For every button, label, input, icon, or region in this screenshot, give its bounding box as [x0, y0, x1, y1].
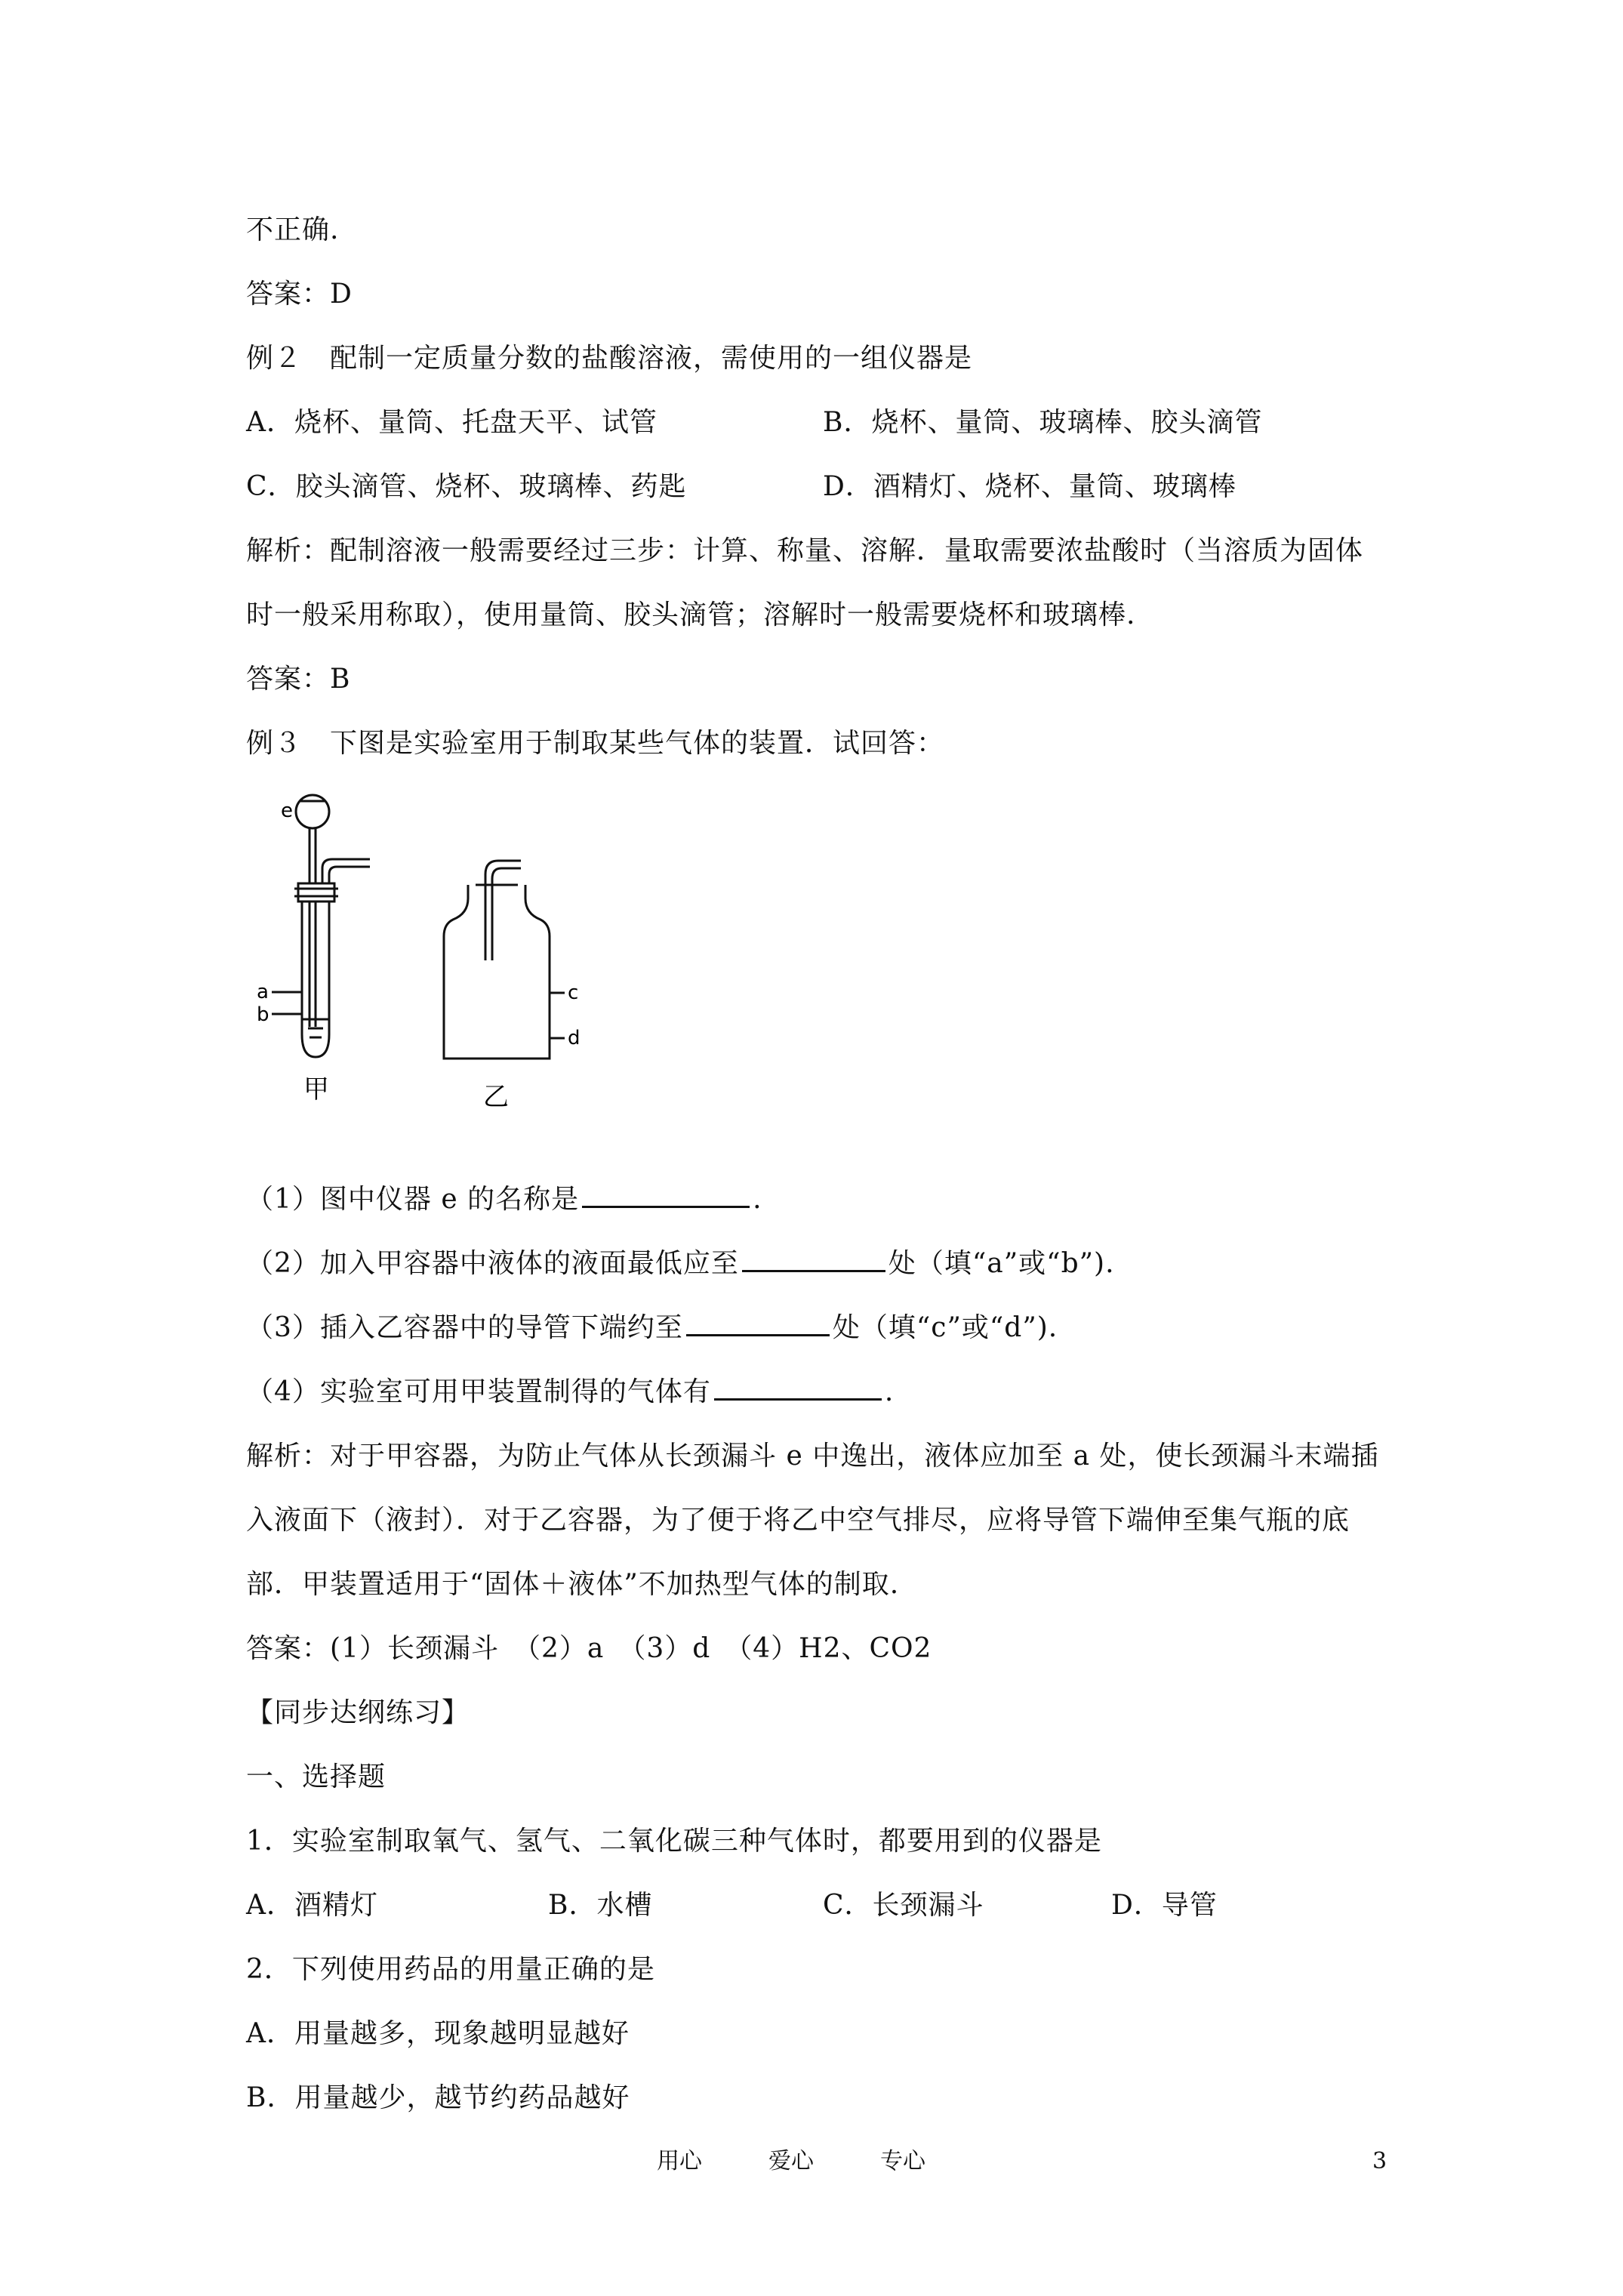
option-c: C．长颈漏斗: [823, 1890, 984, 1921]
label-jia: 甲: [303, 1074, 329, 1105]
exercise-1: 1．实验室制取氧气、氢气、二氧化碳三种气体时，都要用到的仪器是: [246, 1826, 1102, 1857]
label-a: a: [257, 981, 269, 1003]
option-row: [246, 405, 658, 441]
answer-line: 答案：D: [246, 279, 353, 310]
option-a: A．烧杯、量筒、托盘天平、试管: [246, 407, 658, 438]
question-text: （2）加入甲容器中液体的液面最低应至: [246, 1248, 739, 1279]
option-a: A．酒精灯: [246, 1890, 378, 1921]
option-b: B．水槽: [548, 1890, 653, 1921]
question-4: [246, 1374, 894, 1410]
footer-motto-1: 用心: [657, 2148, 702, 2174]
footer-motto-3: 专心: [880, 2148, 925, 2174]
answer-line: 答案：B: [246, 664, 351, 695]
example-2-title: 例２ 配制一定质量分数的盐酸溶液，需使用的一组仪器是: [246, 343, 973, 374]
label-e: e: [281, 800, 293, 822]
apparatus-figure: [249, 785, 611, 1125]
analysis-line: 时一般采用称取），使用量筒、胶头滴管；溶解时一般需要烧杯和玻璃棒.: [246, 599, 1136, 630]
answer-blank: [582, 1183, 750, 1208]
option-d: D．导管: [1111, 1890, 1218, 1921]
page-number: 3: [1372, 2148, 1387, 2174]
label-c: c: [568, 982, 579, 1004]
question-text: （1）图中仪器 e 的名称是: [246, 1184, 580, 1215]
label-yi: 乙: [483, 1082, 509, 1112]
punctuation: .: [753, 1184, 762, 1215]
exercise-2: 2．下列使用药品的用量正确的是: [246, 1954, 655, 1985]
text-line: 不正确.: [246, 214, 340, 245]
question-2: [246, 1246, 1115, 1282]
section-title: 【同步达纲练习】: [246, 1697, 470, 1728]
analysis-line: 入液面下（液封）．对于乙容器，为了便于将乙中空气排尽，应将导管下端伸至集气瓶的底: [246, 1505, 1350, 1536]
example-3-title: 例３ 下图是实验室用于制取某些气体的装置．试回答：: [246, 728, 945, 759]
question-3: [246, 1310, 1058, 1346]
question-tail: 处（填“a”或“b”).: [888, 1248, 1115, 1279]
footer-motto-2: 爱心: [768, 2148, 814, 2174]
question-text: （4）实验室可用甲装置制得的气体有: [246, 1376, 711, 1407]
question-1: [246, 1182, 762, 1218]
label-b: b: [257, 1003, 269, 1026]
answer-blank: [714, 1376, 882, 1401]
section-subtitle: 一、选择题: [246, 1761, 387, 1792]
analysis-line: 部．甲装置适用于“固体＋液体”不加热型气体的制取.: [246, 1569, 900, 1600]
analysis-line: 解析：对于甲容器，为防止气体从长颈漏斗 e 中逸出，液体应加至 a 处，使长颈漏斗末端插: [246, 1441, 1379, 1472]
option-d: D．酒精灯、烧杯、量筒、玻璃棒: [823, 471, 1236, 502]
question-text: （3）插入乙容器中的导管下端约至: [246, 1312, 683, 1343]
answer-blank: [742, 1247, 885, 1272]
punctuation: .: [884, 1376, 895, 1407]
answer-line: 答案：(1）长颈漏斗 （2）a （3）d （4）H2、CO2: [246, 1633, 932, 1664]
option-b: B．用量越少，越节约药品越好: [246, 2082, 630, 2113]
question-tail: 处（填“c”或“d”).: [832, 1312, 1058, 1343]
option-c: C．胶头滴管、烧杯、玻璃棒、药匙: [246, 471, 687, 502]
label-d: d: [568, 1027, 581, 1049]
option-a: A．用量越多，现象越明显越好: [246, 2018, 630, 2049]
analysis-line: 解析：配制溶液一般需要经过三步：计算、称量、溶解．量取需要浓盐酸时（当溶质为固体: [246, 535, 1364, 566]
answer-blank: [686, 1311, 830, 1336]
option-b: B．烧杯、量筒、玻璃棒、胶头滴管: [823, 407, 1263, 438]
